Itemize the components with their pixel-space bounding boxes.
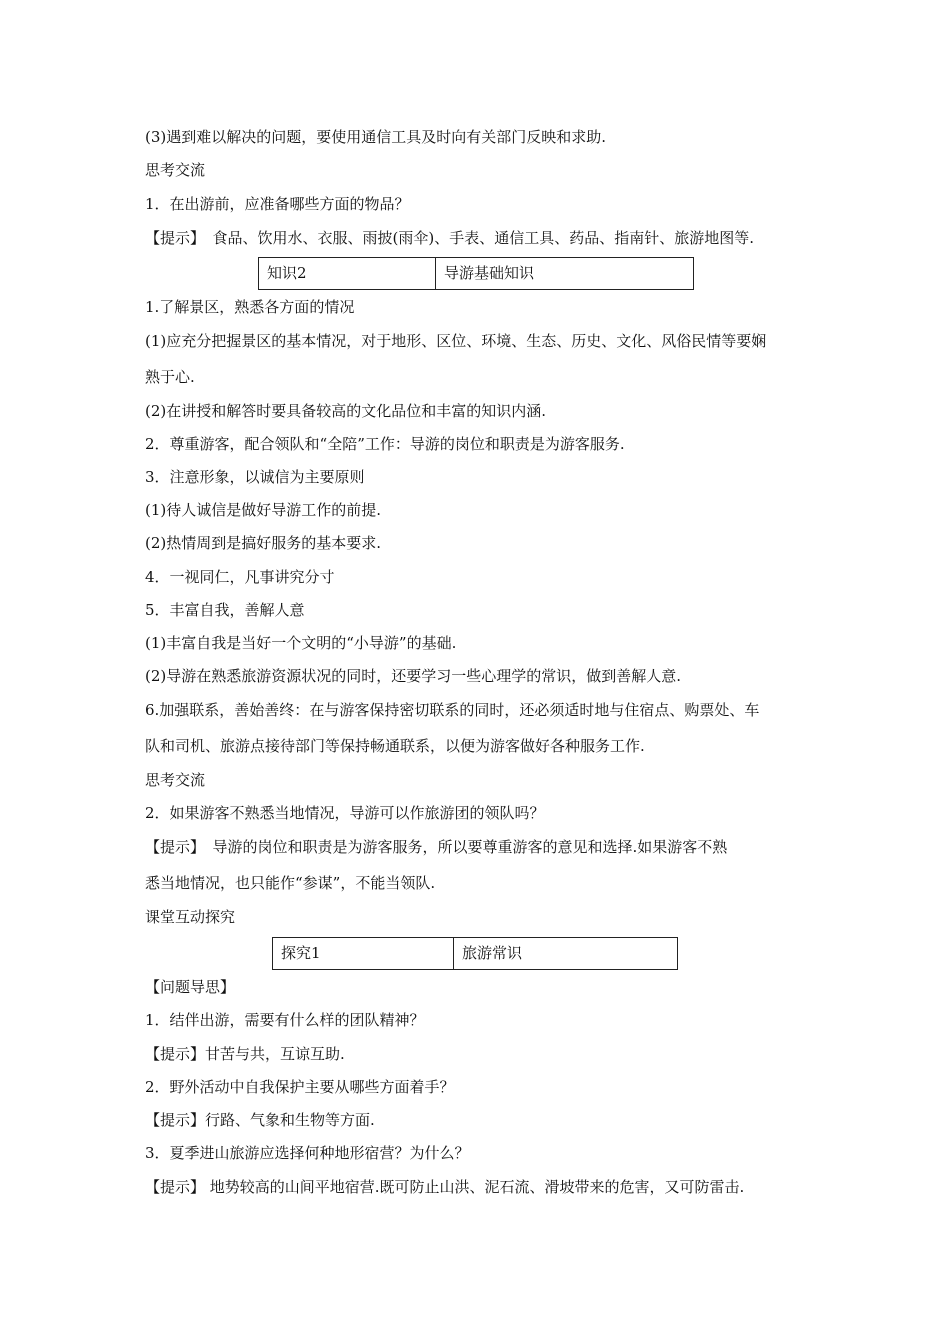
question-line: 3．夏季进山旅游应选择何种地形宿营？为什么？ — [145, 1144, 470, 1162]
question-line: 1．在出游前，应准备哪些方面的物品？ — [145, 195, 410, 213]
question-line: 2．如果游客不熟悉当地情况，导游可以作旅游团的领队吗？ — [145, 804, 545, 822]
paragraph-line: 熟于心. — [145, 368, 195, 386]
knowledge-label: 知识2 — [267, 264, 307, 282]
hint-line: 【提示】 地势较高的山间平地宿营.既可防止山洪、泥石流、滑坡带来的危害，又可防雷击. — [145, 1178, 745, 1196]
hint-line: 悉当地情况，也只能作“参谋”，不能当领队. — [145, 874, 436, 892]
section-heading: 【问题导思】 — [145, 978, 236, 996]
knowledge-box — [258, 257, 694, 290]
hint-line: 【提示】行路、气象和生物等方面. — [145, 1111, 375, 1129]
section-heading: 思考交流 — [145, 161, 206, 179]
paragraph-line: 1.了解景区，熟悉各方面的情况 — [145, 298, 355, 316]
paragraph-line: (1)待人诚信是做好导游工作的前提. — [145, 501, 382, 519]
paragraph-line: (3)遇到难以解决的问题，要使用通信工具及时向有关部门反映和求助. — [145, 128, 607, 146]
paragraph-line: 6.加强联系，善始善终：在与游客保持密切联系的同时，还必须适时地与住宿点、购票处、车 — [145, 701, 760, 719]
question-line: 1．结伴出游，需要有什么样的团队精神？ — [145, 1011, 425, 1029]
explore-title: 旅游常识 — [453, 938, 677, 969]
hint-line: 【提示】 导游的岗位和职责是为游客服务，所以要尊重游客的意见和选择.如果游客不熟 — [145, 838, 728, 856]
paragraph-line: 队和司机、旅游点接待部门等保持畅通联系，以便为游客做好各种服务工作. — [145, 737, 645, 755]
paragraph-line: (2)热情周到是搞好服务的基本要求. — [145, 534, 382, 552]
hint-line: 【提示】 食品、饮用水、衣服、雨披(雨伞)、手表、通信工具、药品、指南针、旅游地图等. — [145, 229, 754, 247]
knowledge-title: 导游基础知识 — [435, 258, 693, 289]
section-heading: 思考交流 — [145, 771, 206, 789]
paragraph-line: 5．丰富自我，善解人意 — [145, 601, 305, 619]
question-line: 2．野外活动中自我保护主要从哪些方面着手？ — [145, 1078, 455, 1096]
hint-line: 【提示】甘苦与共，互谅互助. — [145, 1045, 345, 1063]
explore-label: 探究1 — [281, 944, 321, 962]
paragraph-line: (2)在讲授和解答时要具备较高的文化品位和丰富的知识内涵. — [145, 402, 547, 420]
paragraph-line: 3．注意形象，以诚信为主要原则 — [145, 468, 365, 486]
paragraph-line: 2．尊重游客，配合领队和“全陪”工作：导游的岗位和职责是为游客服务. — [145, 435, 625, 453]
paragraph-line: (1)丰富自我是当好一个文明的“小导游”的基础. — [145, 634, 457, 652]
section-heading: 课堂互动探究 — [145, 908, 236, 926]
explore-box — [272, 937, 678, 970]
paragraph-line: (2)导游在熟悉旅游资源状况的同时，还要学习一些心理学的常识，做到善解人意. — [145, 667, 682, 685]
paragraph-line: (1)应充分把握景区的基本情况，对于地形、区位、环境、生态、历史、文化、风俗民情等要娴 — [145, 332, 767, 350]
paragraph-line: 4．一视同仁，凡事讲究分寸 — [145, 568, 335, 586]
